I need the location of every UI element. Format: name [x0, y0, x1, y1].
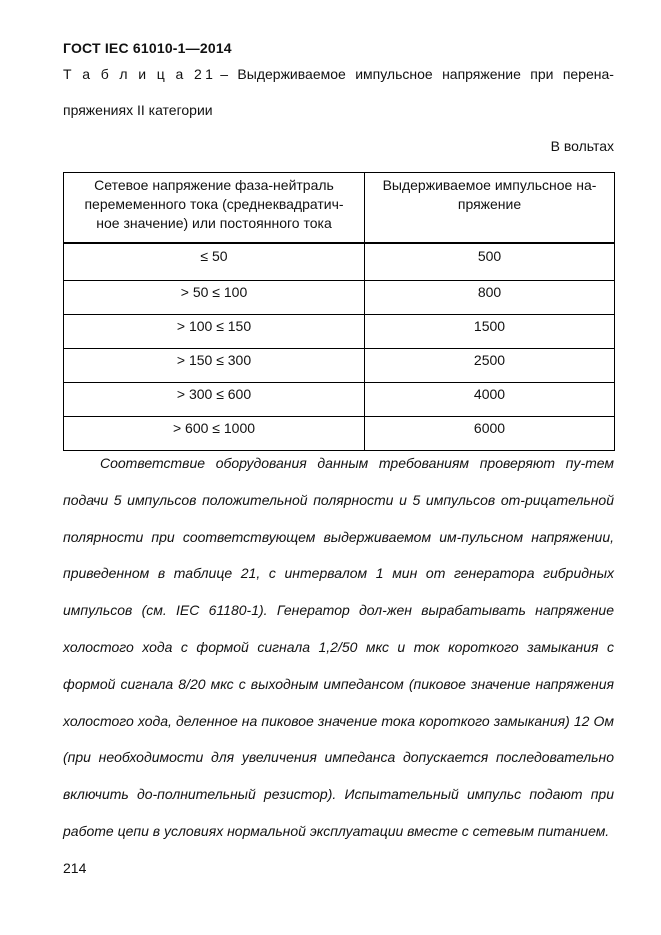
mains-voltage-cell: > 50 ≤ 100 [64, 281, 365, 315]
table-row [64, 243, 615, 281]
table-row [64, 315, 615, 349]
impulse-voltage-cell: 1500 [365, 315, 615, 349]
caption-word: перена- [562, 66, 614, 82]
table-caption [63, 66, 614, 82]
caption-word: Выдерживаемое [237, 66, 346, 82]
mains-voltage-cell: ≤ 50 [64, 243, 365, 281]
caption-word: импульсное [355, 66, 433, 82]
impulse-voltage-cell: 4000 [365, 383, 615, 417]
table-row [64, 383, 615, 417]
caption-word: при [530, 66, 554, 82]
header-line: пряжение [457, 196, 522, 212]
mains-voltage-cell: > 600 ≤ 1000 [64, 417, 365, 451]
table-row [64, 281, 615, 315]
mains-voltage-cell: > 150 ≤ 300 [64, 349, 365, 383]
page-number: 214 [63, 860, 87, 876]
column-header-impulse-voltage [365, 173, 615, 244]
table-caption-continuation: пряжениях II категории [63, 102, 213, 118]
caption-word: напряжение [442, 66, 521, 82]
impulse-voltage-cell: 2500 [365, 349, 615, 383]
table-row [64, 349, 615, 383]
header-line: Сетевое напряжение фаза-нейтраль [94, 177, 334, 193]
units-label: В вольтах [550, 138, 614, 154]
mains-voltage-cell: > 300 ≤ 600 [64, 383, 365, 417]
impulse-voltage-cell: 500 [365, 243, 615, 281]
impulse-voltage-cell: 800 [365, 281, 615, 315]
mains-voltage-cell: > 100 ≤ 150 [64, 315, 365, 349]
header-line: перемеменного тока (среднеквадратич- [84, 196, 344, 212]
body-paragraph [63, 445, 614, 850]
voltage-table [63, 172, 615, 451]
impulse-voltage-cell: 6000 [365, 417, 615, 451]
paragraph-text: Соответствие оборудования данным требованиям проверяют пу-тем подачи 5 импульсов положительной полярности и 5 импульсов от-рицательной полярности при соответствующем выдерживаемом им-пульсном напряжении, приведенном в таблице 21, с интервалом 1 мин от генератора гибридных импульсов (см. IEC 61180-1). Генератор дол-жен вырабатывать напряжение холостого хода с формой сигнала 1,2/50 мкс и ток короткого замыкания с формой сигнала 8/20 мкс с выходным импедансом (пиковое значение напряжения холостого хода, деленное на пиковое значение тока короткого замыкания) 12 Ом (при необходимости для увеличения импеданса допускается последовательно включить до-полнительный резистор). Испытательный импульс подают при работе цепи в условиях нормальной эксплуатации вместе с сетевым питанием. [63, 455, 614, 839]
table-header-row [64, 173, 615, 244]
header-line: Выдерживаемое импульсное на- [382, 177, 597, 193]
table-caption-label: Т а б л и ц а 21 – [63, 66, 229, 82]
column-header-mains-voltage [64, 173, 365, 244]
document-header: ГОСТ IEC 61010-1—2014 [63, 40, 232, 56]
header-line: ное значение) или постоянного тока [96, 215, 332, 231]
